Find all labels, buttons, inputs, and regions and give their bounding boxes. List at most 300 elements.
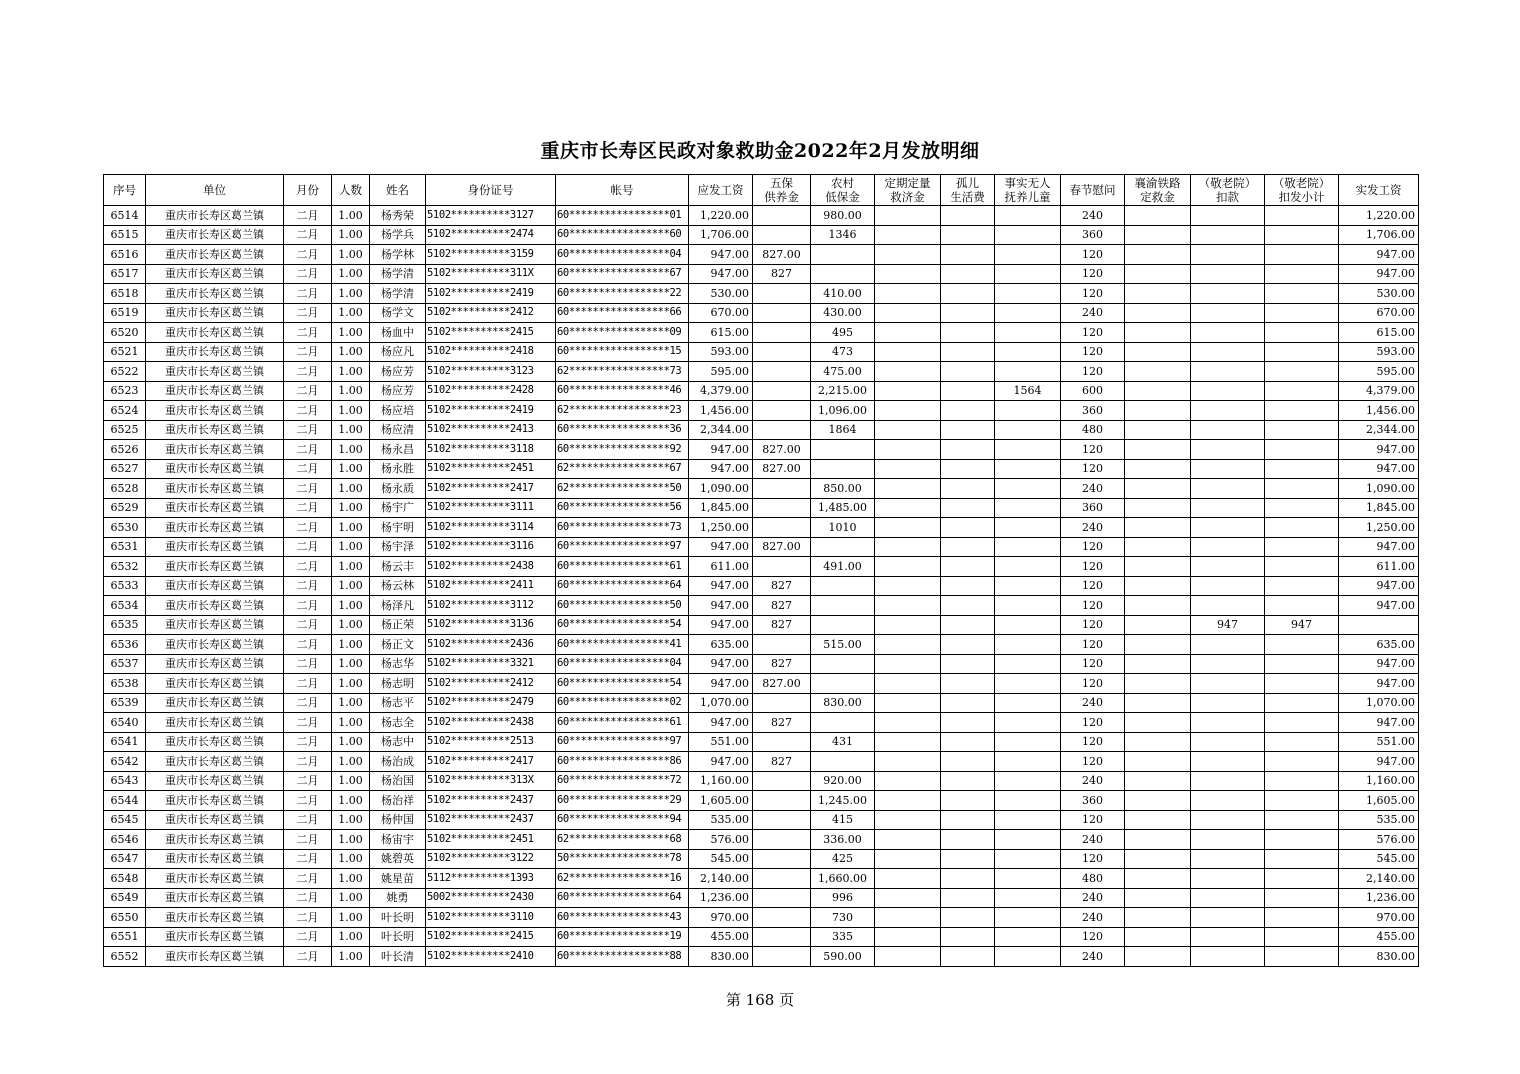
table-cell [1265, 713, 1339, 733]
table-cell [875, 869, 941, 889]
table-cell [1125, 479, 1191, 499]
column-header: 姓名 [370, 175, 426, 206]
table-cell: 1.00 [332, 245, 370, 265]
table-cell: 1.00 [332, 264, 370, 284]
table-cell: 62*****************50 [556, 479, 689, 499]
table-cell: 重庆市长寿区葛兰镇 [146, 264, 284, 284]
table-cell [811, 674, 875, 694]
table-cell [875, 771, 941, 791]
table-cell: 120 [1061, 537, 1125, 557]
table-cell [1125, 869, 1191, 889]
table-cell: 670.00 [689, 303, 753, 323]
page-title: 重庆市长寿区民政对象救助金2022年2月发放明细 [540, 140, 980, 162]
table-cell: 叶长明 [370, 927, 426, 947]
table-row [104, 401, 1419, 421]
page-number: 第 168 页 [725, 991, 795, 1009]
table-cell: 二月 [284, 264, 332, 284]
table-cell [875, 576, 941, 596]
table-cell [1125, 693, 1191, 713]
table-cell: 杨云丰 [370, 557, 426, 577]
table-cell [1191, 927, 1265, 947]
table-cell: 杨泽凡 [370, 596, 426, 616]
table-cell: 6527 [104, 459, 146, 479]
table-cell [875, 206, 941, 226]
table-cell: 二月 [284, 869, 332, 889]
table-cell: 杨永胜 [370, 459, 426, 479]
table-cell: 60*****************01 [556, 206, 689, 226]
table-cell: 二月 [284, 362, 332, 382]
table-cell: 240 [1061, 303, 1125, 323]
table-row [104, 752, 1419, 772]
table-cell: 杨永质 [370, 479, 426, 499]
table-cell: 杨正荣 [370, 615, 426, 635]
table-cell [995, 869, 1061, 889]
table-cell: 1,706.00 [1339, 225, 1419, 245]
table-cell: 60*****************92 [556, 440, 689, 460]
table-cell: 60*****************88 [556, 947, 689, 967]
table-cell: 1.00 [332, 635, 370, 655]
table-row [104, 888, 1419, 908]
table-body [104, 206, 1419, 967]
table-cell: 1.00 [332, 693, 370, 713]
table-cell: 730 [811, 908, 875, 928]
table-cell: 1,070.00 [1339, 693, 1419, 713]
table-cell: 重庆市长寿区葛兰镇 [146, 674, 284, 694]
table-cell: 120 [1061, 752, 1125, 772]
table-cell [1125, 752, 1191, 772]
table-cell [1191, 771, 1265, 791]
table-cell: 1,160.00 [1339, 771, 1419, 791]
table-cell [1125, 284, 1191, 304]
table-cell: 1,090.00 [1339, 479, 1419, 499]
table-cell: 6515 [104, 225, 146, 245]
table-cell [1125, 947, 1191, 967]
table-cell: 5102**********2428 [426, 381, 556, 401]
table-cell: 2,140.00 [689, 869, 753, 889]
table-cell: 60*****************04 [556, 654, 689, 674]
table-header-row [104, 175, 1419, 206]
table-cell: 重庆市长寿区葛兰镇 [146, 245, 284, 265]
table-cell [1265, 479, 1339, 499]
table-cell [1265, 401, 1339, 421]
table-cell: 6533 [104, 576, 146, 596]
table-cell [941, 537, 995, 557]
table-cell: 947.00 [689, 713, 753, 733]
table-cell: 947.00 [689, 537, 753, 557]
table-row [104, 362, 1419, 382]
table-cell: 5102**********3122 [426, 849, 556, 869]
table-cell [875, 849, 941, 869]
table-cell [875, 264, 941, 284]
table-cell: 6529 [104, 498, 146, 518]
table-cell: 二月 [284, 771, 332, 791]
table-cell: 2,140.00 [1339, 869, 1419, 889]
table-cell: 5102**********313X [426, 771, 556, 791]
table-cell: 1010 [811, 518, 875, 538]
table-cell [875, 303, 941, 323]
table-cell: 6547 [104, 849, 146, 869]
table-cell: 二月 [284, 791, 332, 811]
table-cell [875, 888, 941, 908]
table-cell: 重庆市长寿区葛兰镇 [146, 693, 284, 713]
table-cell: 杨正文 [370, 635, 426, 655]
table-cell [875, 947, 941, 967]
table-cell: 120 [1061, 323, 1125, 343]
table-cell: 6549 [104, 888, 146, 908]
table-cell: 重庆市长寿区葛兰镇 [146, 888, 284, 908]
table-cell: 545.00 [1339, 849, 1419, 869]
table-cell [1265, 596, 1339, 616]
table-cell: 6525 [104, 420, 146, 440]
table-cell [995, 498, 1061, 518]
table-cell: 杨云林 [370, 576, 426, 596]
table-cell: 590.00 [811, 947, 875, 967]
table-cell: 重庆市长寿区葛兰镇 [146, 771, 284, 791]
table-cell: 1.00 [332, 674, 370, 694]
table-cell [1191, 245, 1265, 265]
table-cell: 947 [1265, 615, 1339, 635]
table-cell [941, 752, 995, 772]
table-cell: 947.00 [1339, 596, 1419, 616]
table-cell [875, 440, 941, 460]
table-cell: 杨应凡 [370, 342, 426, 362]
table-row [104, 381, 1419, 401]
table-cell: 830.00 [811, 693, 875, 713]
table-cell: 5102**********2415 [426, 927, 556, 947]
table-cell: 1,250.00 [689, 518, 753, 538]
table-cell: 1.00 [332, 615, 370, 635]
table-cell: 1,845.00 [689, 498, 753, 518]
table-cell [753, 888, 811, 908]
table-cell [1191, 420, 1265, 440]
table-cell [995, 732, 1061, 752]
table-cell: 455.00 [1339, 927, 1419, 947]
table-cell [1125, 342, 1191, 362]
table-cell: 120 [1061, 732, 1125, 752]
table-cell: 947.00 [689, 576, 753, 596]
table-cell [1125, 264, 1191, 284]
table-cell: 二月 [284, 810, 332, 830]
table-cell [941, 245, 995, 265]
table-cell [1191, 810, 1265, 830]
table-cell: 1.00 [332, 752, 370, 772]
table-cell [1191, 908, 1265, 928]
table-cell: 5102**********2451 [426, 459, 556, 479]
table-cell: 姚勇 [370, 888, 426, 908]
table-cell [753, 810, 811, 830]
table-cell: 120 [1061, 342, 1125, 362]
table-cell: 二月 [284, 284, 332, 304]
table-cell [1265, 635, 1339, 655]
table-cell [753, 401, 811, 421]
table-cell: 6536 [104, 635, 146, 655]
table-cell: 二月 [284, 498, 332, 518]
table-cell [875, 927, 941, 947]
table-cell: 6516 [104, 245, 146, 265]
table-cell [875, 381, 941, 401]
table-cell: 杨治国 [370, 771, 426, 791]
table-cell: 叶长明 [370, 908, 426, 928]
table-cell: 827.00 [753, 245, 811, 265]
table-cell [875, 401, 941, 421]
table-cell [1125, 401, 1191, 421]
table-cell [753, 479, 811, 499]
table-cell: 二月 [284, 401, 332, 421]
table-row [104, 869, 1419, 889]
table-cell: 360 [1061, 498, 1125, 518]
table-cell [1125, 323, 1191, 343]
table-cell: 重庆市长寿区葛兰镇 [146, 323, 284, 343]
table-cell: 535.00 [689, 810, 753, 830]
table-cell: 1.00 [332, 830, 370, 850]
table-row [104, 713, 1419, 733]
table-cell [875, 810, 941, 830]
table-cell: 120 [1061, 576, 1125, 596]
table-row [104, 596, 1419, 616]
table-cell [1265, 303, 1339, 323]
table-cell: 827 [753, 752, 811, 772]
table-cell: 重庆市长寿区葛兰镇 [146, 752, 284, 772]
table-cell: 480 [1061, 420, 1125, 440]
table-row [104, 791, 1419, 811]
table-cell [941, 284, 995, 304]
table-cell: 827.00 [753, 459, 811, 479]
table-cell [753, 947, 811, 967]
table-cell [1125, 830, 1191, 850]
table-cell: 二月 [284, 752, 332, 772]
table-row [104, 479, 1419, 499]
table-cell [941, 303, 995, 323]
table-cell [941, 498, 995, 518]
table-row [104, 771, 1419, 791]
table-cell: 1864 [811, 420, 875, 440]
table-cell: 551.00 [689, 732, 753, 752]
table-cell [1191, 947, 1265, 967]
table-cell: 杨志华 [370, 654, 426, 674]
column-header: 农村 低保金 [811, 175, 875, 206]
table-cell: 947.00 [1339, 264, 1419, 284]
table-cell [941, 440, 995, 460]
table-cell [1125, 849, 1191, 869]
table-cell: 二月 [284, 732, 332, 752]
table-cell: 重庆市长寿区葛兰镇 [146, 440, 284, 460]
table-cell [941, 791, 995, 811]
table-cell: 5102**********3123 [426, 362, 556, 382]
table-cell: 5102**********2513 [426, 732, 556, 752]
table-cell: 60*****************67 [556, 264, 689, 284]
table-cell [753, 323, 811, 343]
table-cell [1191, 830, 1265, 850]
table-row [104, 635, 1419, 655]
table-cell [753, 869, 811, 889]
table-cell: 827 [753, 576, 811, 596]
table-cell: 60*****************41 [556, 635, 689, 655]
table-cell: 970.00 [1339, 908, 1419, 928]
table-cell: 5102**********3116 [426, 537, 556, 557]
table-cell [995, 342, 1061, 362]
table-cell [995, 576, 1061, 596]
table-cell [1191, 303, 1265, 323]
table-cell [811, 713, 875, 733]
table-cell [995, 284, 1061, 304]
table-cell [995, 791, 1061, 811]
table-cell [753, 771, 811, 791]
table-row [104, 420, 1419, 440]
table-cell: 二月 [284, 479, 332, 499]
table-cell: 重庆市长寿区葛兰镇 [146, 518, 284, 538]
table-cell: 360 [1061, 225, 1125, 245]
table-cell [875, 225, 941, 245]
table-cell: 2,215.00 [811, 381, 875, 401]
table-cell [811, 654, 875, 674]
table-cell [1125, 791, 1191, 811]
table-cell: 姚碧英 [370, 849, 426, 869]
table-cell: 5102**********2412 [426, 303, 556, 323]
table-cell [1125, 732, 1191, 752]
table-cell: 杨应培 [370, 401, 426, 421]
table-cell: 6548 [104, 869, 146, 889]
column-header: 应发工资 [689, 175, 753, 206]
table-cell: 60*****************56 [556, 498, 689, 518]
table-cell: 6541 [104, 732, 146, 752]
table-cell: 1.00 [332, 420, 370, 440]
table-cell [1125, 537, 1191, 557]
table-cell: 二月 [284, 713, 332, 733]
table-row [104, 849, 1419, 869]
table-cell: 947.00 [1339, 440, 1419, 460]
table-cell: 6544 [104, 791, 146, 811]
table-cell [1125, 615, 1191, 635]
table-cell [1191, 518, 1265, 538]
table-cell [1125, 771, 1191, 791]
table-cell: 947.00 [1339, 576, 1419, 596]
table-cell [1265, 381, 1339, 401]
table-cell: 二月 [284, 576, 332, 596]
table-cell [1191, 752, 1265, 772]
table-cell: 360 [1061, 791, 1125, 811]
table-row [104, 303, 1419, 323]
table-cell [1125, 303, 1191, 323]
table-cell [941, 362, 995, 382]
table-cell: 60*****************64 [556, 888, 689, 908]
table-cell [1265, 459, 1339, 479]
table-cell: 6535 [104, 615, 146, 635]
table-cell: 120 [1061, 615, 1125, 635]
table-cell [995, 459, 1061, 479]
table-cell [995, 518, 1061, 538]
table-cell [1125, 654, 1191, 674]
table-cell: 1,070.00 [689, 693, 753, 713]
table-cell: 5102**********2437 [426, 791, 556, 811]
table-cell [1191, 284, 1265, 304]
table-cell [875, 654, 941, 674]
table-cell [753, 225, 811, 245]
table-cell [995, 947, 1061, 967]
table-cell: 827.00 [753, 440, 811, 460]
table-cell: 827 [753, 654, 811, 674]
table-cell [995, 596, 1061, 616]
table-cell: 50*****************78 [556, 849, 689, 869]
table-cell: 二月 [284, 537, 332, 557]
table-cell: 1.00 [332, 771, 370, 791]
table-cell: 60*****************50 [556, 596, 689, 616]
table-cell: 6518 [104, 284, 146, 304]
table-cell [811, 245, 875, 265]
table-cell: 827.00 [753, 537, 811, 557]
table-cell: 240 [1061, 830, 1125, 850]
table-cell: 611.00 [689, 557, 753, 577]
table-cell [1265, 888, 1339, 908]
table-cell [941, 947, 995, 967]
table-cell: 970.00 [689, 908, 753, 928]
table-cell: 1,245.00 [811, 791, 875, 811]
table-cell: 杨宇泽 [370, 537, 426, 557]
table-cell: 杨志中 [370, 732, 426, 752]
table-cell: 5102**********2411 [426, 576, 556, 596]
table-cell: 60*****************66 [556, 303, 689, 323]
table-cell [995, 479, 1061, 499]
table-cell: 947.00 [689, 752, 753, 772]
table-cell: 62*****************73 [556, 362, 689, 382]
column-header: 春节慰问 [1061, 175, 1125, 206]
table-cell [1191, 479, 1265, 499]
table-cell [1191, 869, 1265, 889]
table-cell: 6538 [104, 674, 146, 694]
table-cell [1265, 323, 1339, 343]
table-cell: 495 [811, 323, 875, 343]
table-cell [995, 713, 1061, 733]
table-cell [995, 693, 1061, 713]
table-cell: 6526 [104, 440, 146, 460]
table-cell: 120 [1061, 927, 1125, 947]
table-cell: 60*****************15 [556, 342, 689, 362]
table-cell: 60*****************54 [556, 674, 689, 694]
table-cell: 615.00 [1339, 323, 1419, 343]
table-cell [1265, 674, 1339, 694]
table-cell [1125, 713, 1191, 733]
table-cell: 重庆市长寿区葛兰镇 [146, 596, 284, 616]
column-header: 序号 [104, 175, 146, 206]
table-cell: 1.00 [332, 206, 370, 226]
table-cell: 635.00 [1339, 635, 1419, 655]
table-cell: 姚星苗 [370, 869, 426, 889]
table-cell: 120 [1061, 284, 1125, 304]
table-cell: 120 [1061, 635, 1125, 655]
table-cell: 120 [1061, 245, 1125, 265]
table-cell: 杨应芳 [370, 381, 426, 401]
table-cell [995, 810, 1061, 830]
table-row [104, 518, 1419, 538]
table-cell: 5112**********1393 [426, 869, 556, 889]
table-cell [941, 479, 995, 499]
table-cell [1125, 245, 1191, 265]
table-cell [941, 732, 995, 752]
table-cell: 615.00 [689, 323, 753, 343]
table-cell: 二月 [284, 303, 332, 323]
table-cell: 240 [1061, 693, 1125, 713]
table-cell [941, 771, 995, 791]
table-cell: 二月 [284, 420, 332, 440]
table-cell: 重庆市长寿区葛兰镇 [146, 420, 284, 440]
table-cell [941, 830, 995, 850]
table-cell: 1,160.00 [689, 771, 753, 791]
table-cell: 杨治祥 [370, 791, 426, 811]
table-cell: 120 [1061, 264, 1125, 284]
table-cell [875, 635, 941, 655]
table-cell [941, 264, 995, 284]
table-cell: 60*****************97 [556, 732, 689, 752]
table-cell: 947.00 [1339, 245, 1419, 265]
